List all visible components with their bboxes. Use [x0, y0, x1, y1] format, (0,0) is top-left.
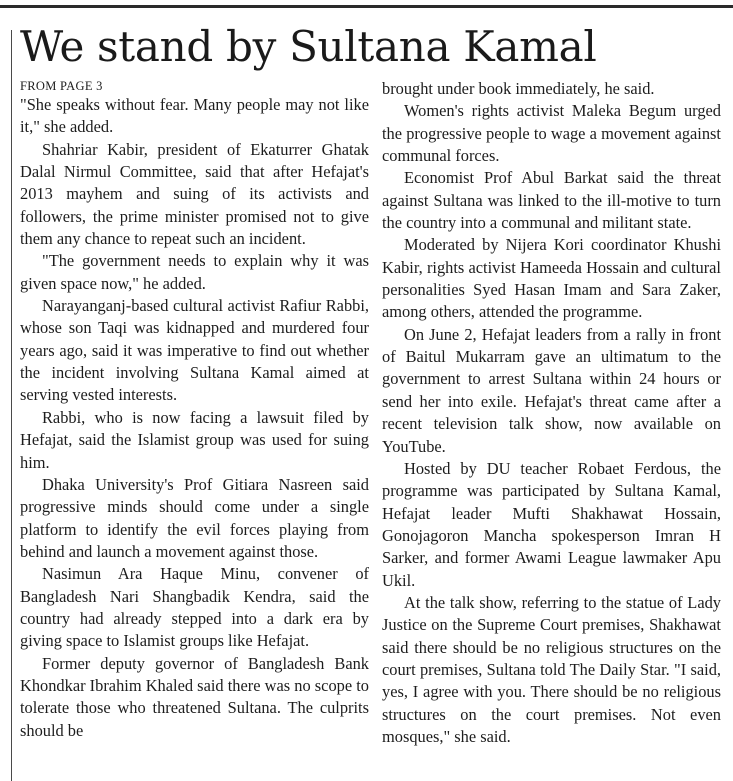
paragraph: On June 2, Hefajat leaders from a rally in front of Baitul Mukarram gave an ultimatum to the government to arrest Sultana within 24 hours or send her into exile. Hefajat's threat came after a recent television talk show, now available on YouTube.: [382, 324, 721, 456]
continued-from-label: FROM PAGE 3: [20, 79, 103, 93]
paragraph: Moderated by Nijera Kori coordinator Khushi Kabir, rights activist Hameeda Hossain and cultural personalities Syed Hasan Imam and Sara Zaker, among others, attended the programme.: [382, 235, 721, 322]
paragraph: "She speaks without fear. Many people may not like it," she added.: [20, 95, 369, 137]
paragraph: Former deputy governor of Bangladesh Bank Khondkar Ibrahim Khaled said there was no scope to tolerate those who threatened Sultana. The culprits should be: [20, 653, 369, 740]
paragraph: "The government needs to explain why it was given space now," he added.: [20, 251, 369, 293]
article-column-2: [382, 78, 721, 748]
paragraph: Hosted by DU teacher Robaet Ferdous, the programme was participated by Sultana Kamal, Hefajat leader Mufti Shakhawat Hossain, Gonojagoron Mancha spokesperson Imran H Sarker, and former Awami League lawmaker Apu Ukil.: [382, 458, 721, 590]
headline: We stand by Sultana Kamal: [20, 22, 597, 71]
paragraph: Nasimun Ara Haque Minu, convener of Bangladesh Nari Shangbadik Kendra, said the country had already stepped into a dark era by giving space to Islamist groups like Hefajat.: [20, 564, 369, 651]
paragraph: Dhaka University's Prof Gitiara Nasreen said progressive minds should come under a single platform to identify the evil forces playing from behind and launch a movement against those.: [20, 474, 369, 561]
paragraph: Rabbi, who is now facing a lawsuit filed by Hefajat, said the Islamist group was used for suing him.: [20, 407, 369, 472]
paragraph: Shahriar Kabir, president of Ekaturrer Ghatak Dalal Nirmul Committee, said that after Hefajat's 2013 mayhem and suing of its activists and followers, the prime minister promised not to give them any chance to repeat such an incident.: [20, 139, 369, 249]
paragraph: Women's rights activist Maleka Begum urged the progressive people to wage a movement against communal forces.: [382, 101, 721, 166]
paragraph: Narayanganj-based cultural activist Rafiur Rabbi, whose son Taqi was kidnapped and murdered four years ago, said it was imperative to find out whether the incident involving Sultana Kamal aimed at serving vested interests.: [20, 296, 369, 405]
top-rule: [0, 5, 733, 8]
column-left-rule: [11, 30, 12, 781]
paragraph-continuation: brought under book immediately, he said.: [382, 79, 655, 98]
paragraph: Economist Prof Abul Barkat said the threat against Sultana was linked to the ill-motive to turn the country into a communal and militant state.: [382, 168, 721, 233]
paragraph: At the talk show, referring to the statue of Lady Justice on the Supreme Court premises, Shakhawat said there should be no religious structures on the court premises, Sultana told The Daily Star. "I said, yes, I agree with you. There should be no religious structures on the court premises. Not even mosques," she said.: [382, 592, 721, 746]
article-column-1: [20, 78, 369, 742]
